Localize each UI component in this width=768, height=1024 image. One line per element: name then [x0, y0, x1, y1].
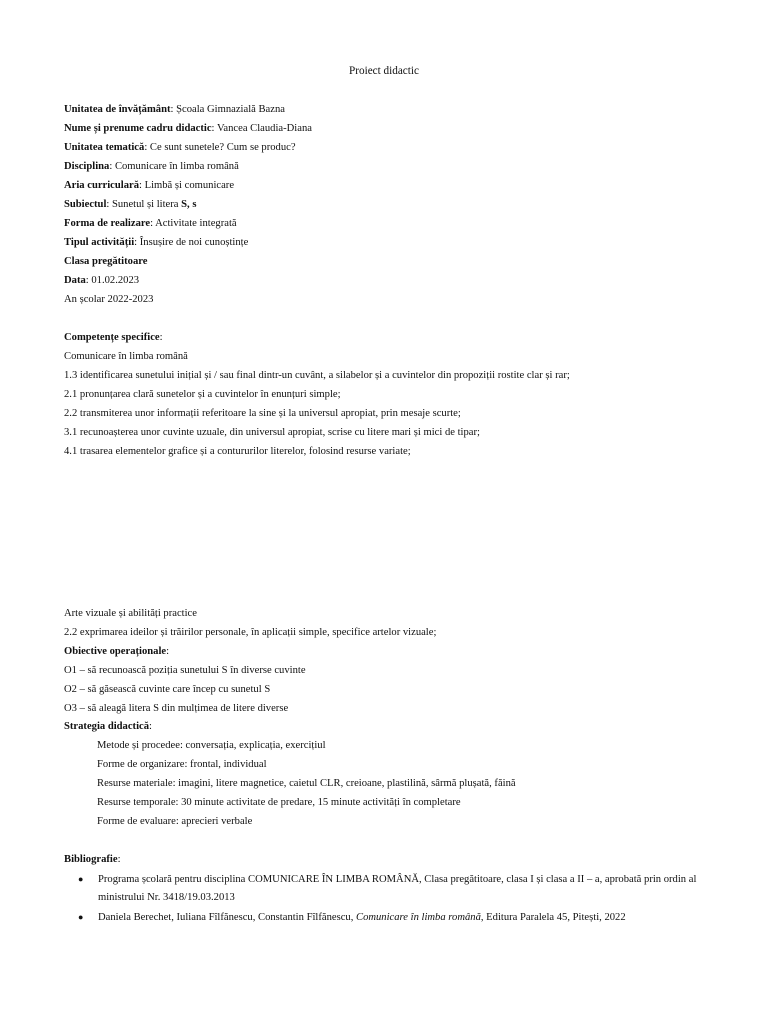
bib-publisher: , Editura Paralela 45, Pitești, 2022 — [480, 912, 626, 923]
section-heading: Bibliografie — [64, 854, 118, 865]
field-value: 01.02.2023 — [91, 275, 140, 286]
competente-heading: Competențe specifice: — [64, 332, 163, 343]
field-value: Sunetul și litera — [111, 199, 182, 210]
strategia-heading: Strategia didactică: — [64, 721, 152, 732]
field-label: Unitatea de învățământ — [64, 104, 171, 115]
section-heading: Competențe specifice — [64, 332, 160, 343]
field-cadru-didactic: Nume și prenume cadru didactic: Vancea Claudia-Diana — [64, 123, 312, 134]
bibliografie-item: Programa școlară pentru disciplina COMUNICARE ÎN LIMBA ROMÂNĂ, Clasa pregătitoare, clasa I și clasa a II – a, aprobată prin ordin al ministrului Nr. 3418/19.03.2013 — [98, 874, 697, 903]
field-label: Disciplina — [64, 161, 110, 172]
field-value: Vancea Claudia-Diana — [216, 123, 312, 134]
obiectiv-item: O3 – să aleagă litera S din mulțimea de litere diverse — [64, 703, 289, 714]
obiectiv-item: O1 – să recunoască poziția sunetului S în diverse cuvinte — [64, 665, 306, 676]
competenta-item: 2.1 pronunțarea clară sunetelor și a cuvintelor în enunțuri simple; — [64, 389, 341, 400]
field-label: Aria curriculară — [64, 180, 140, 191]
field-data: Data: 01.02.2023 — [64, 275, 140, 286]
strategia-item: Forme de evaluare: aprecieri verbale — [97, 816, 253, 827]
page-title: Proiect didactic — [349, 65, 419, 77]
field-value: Comunicare în limba română — [114, 161, 239, 172]
field-disciplina: Disciplina: Comunicare în limba română — [64, 161, 239, 172]
field-clasa — [64, 256, 147, 267]
field-unitatea: Unitatea de învățământ: Școala Gimnazială Bazna — [64, 104, 285, 115]
field-value: Însușire de noi cunoștințe — [139, 237, 249, 248]
obiectiv-item: O2 – să găsească cuvinte care încep cu sunetul S — [64, 684, 271, 695]
section-heading: Strategia didactică — [64, 721, 150, 732]
field-value-bold: S, s — [181, 199, 197, 210]
field-label: Unitatea tematică — [64, 142, 145, 153]
competenta-item: 3.1 recunoașterea unor cuvinte uzuale, din universul apropiat, scrise cu litere mari și mici de tipar; — [64, 427, 480, 438]
field-unitatea-tematica: Unitatea tematică: Ce sunt sunetele? Cum se produc? — [64, 142, 296, 153]
field-tipul-activitatii: Tipul activității: Însușire de noi cunoștințe — [64, 237, 249, 248]
competente-subject: Comunicare în limba română — [64, 351, 188, 362]
field-value: Școala Gimnazială Bazna — [176, 104, 285, 115]
field-label: Nume și prenume cadru didactic — [64, 123, 212, 134]
strategia-item: Resurse temporale: 30 minute activitate de predare, 15 minute activități în completare — [97, 797, 461, 808]
bibliografie-heading: Bibliografie: — [64, 854, 121, 865]
competenta-item: 2.2 transmiterea unor informații referitoare la sine și la universul apropiat, prin mesaje scurte; — [64, 408, 461, 419]
strategia-item: Forme de organizare: frontal, individual — [97, 759, 267, 770]
bib-title: Comunicare în limba română — [356, 912, 481, 923]
strategia-item: Resurse materiale: imagini, litere magnetice, caietul CLR, creioane, plastilină, sârmă plușată, făină — [97, 778, 516, 789]
field-label: Clasa pregătitoare — [64, 256, 148, 267]
bullet-icon: ● — [78, 874, 84, 884]
field-value: Activitate integrată — [155, 218, 237, 229]
field-forma-realizare: Forma de realizare: Activitate integrată — [64, 218, 237, 229]
competenta-item: 2.2 exprimarea ideilor și trăirilor personale, în aplicații simple, specifice artelor vizuale; — [64, 627, 437, 638]
field-label: Forma de realizare — [64, 218, 151, 229]
strategia-item: Metode și procedee: conversația, explicația, exercițiul — [97, 740, 326, 751]
obiective-heading: Obiective operaționale: — [64, 646, 170, 657]
school-year: An școlar 2022-2023 — [64, 294, 154, 305]
field-value: Limbă și comunicare — [144, 180, 235, 191]
field-aria-curriculara: Aria curriculară: Limbă și comunicare — [64, 180, 235, 191]
field-subiectul: Subiectul: Sunetul și litera S, s — [64, 199, 197, 210]
competenta-item: 4.1 trasarea elementelor grafice și a contururilor literelor, folosind resurse variate; — [64, 446, 411, 457]
field-label: Subiectul — [64, 199, 107, 210]
field-label: Data — [64, 275, 86, 286]
competenta-item: 1.3 identificarea sunetului inițial și / sau final dintr-un cuvânt, a silabelor și a cuvintelor din propoziții rostite clar și rar; — [64, 370, 570, 381]
section-heading: Obiective operaționale — [64, 646, 167, 657]
bibliografie-item — [98, 909, 698, 927]
field-value: Ce sunt sunetele? Cum se produc? — [149, 142, 296, 153]
bullet-icon: ● — [78, 912, 84, 922]
field-label: Tipul activității — [64, 237, 135, 248]
competente-subject: Arte vizuale și abilități practice — [64, 608, 197, 619]
bib-authors: Daniela Berechet, Iuliana Fîlfănescu, Constantin Fîlfănescu, — [98, 912, 356, 923]
